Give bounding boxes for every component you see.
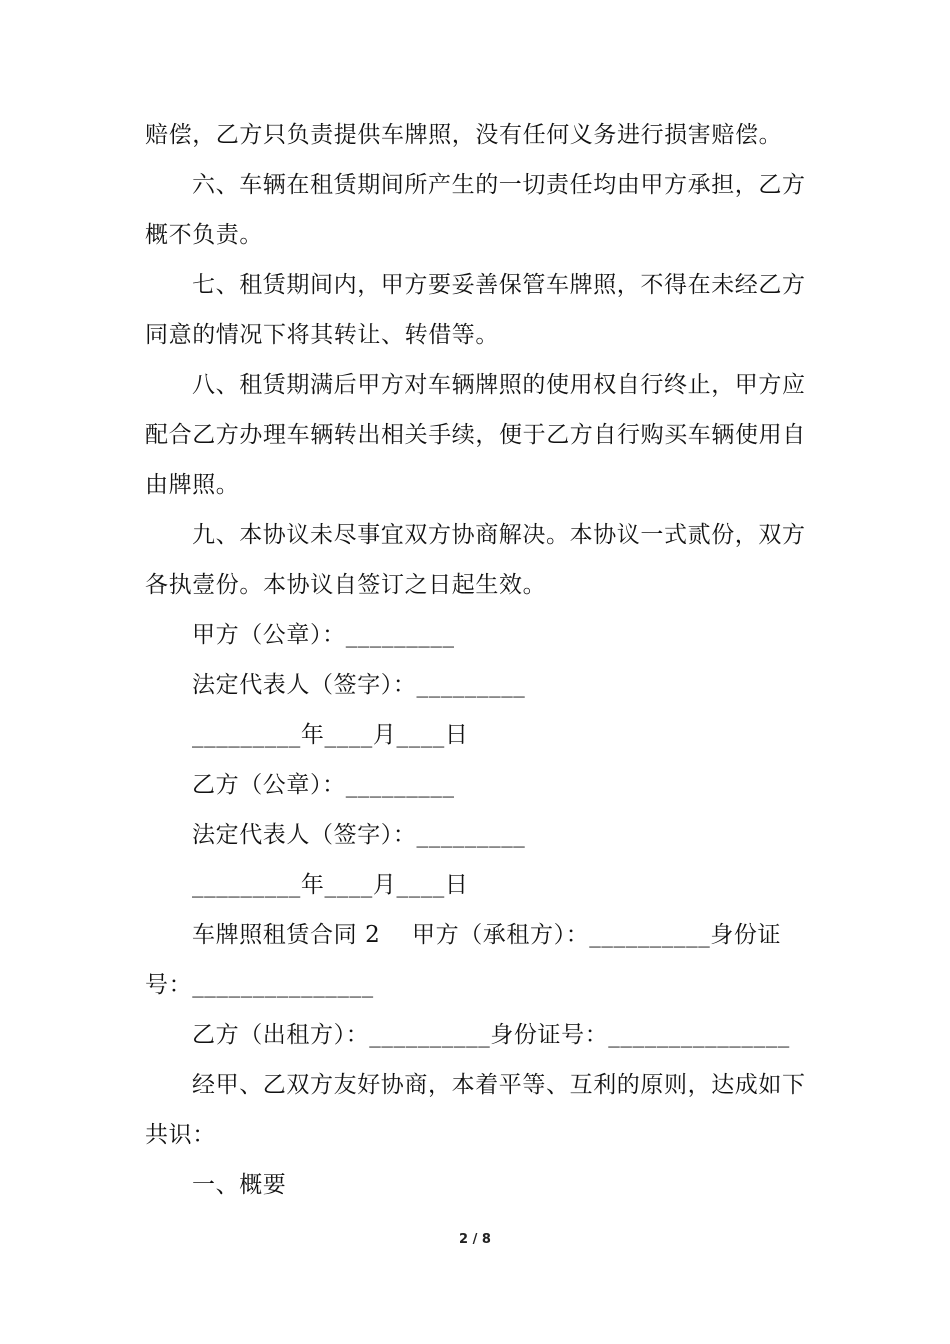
paragraph-line: 经甲、乙双方友好协商，本着平等、互利的原则，达成如下 — [192, 1072, 806, 1098]
party-b-seal-line: 乙方（公章）：_________ — [192, 772, 455, 798]
paragraph-line: 各执壹份。本协议自签订之日起生效。 — [145, 572, 547, 598]
party-a-date-line: _________年____月____日 — [192, 722, 469, 748]
paragraph-line: 八、租赁期满后甲方对车辆牌照的使用权自行终止，甲方应 — [192, 372, 806, 398]
page-number: 2 / 8 — [459, 1232, 491, 1247]
paragraph-line: 号：_______________ — [145, 972, 374, 998]
paragraph-line: 共识： — [145, 1122, 216, 1148]
paragraph-line: 由牌照。 — [145, 472, 240, 498]
paragraph-line: 配合乙方办理车辆转出相关手续，便于乙方自行购买车辆使用自 — [145, 422, 806, 448]
party-a-seal-line: 甲方（公章）：_________ — [192, 622, 455, 648]
party-b-representative-line: 法定代表人（签字）：_________ — [192, 822, 526, 848]
paragraph-line: 九、本协议未尽事宜双方协商解决。本协议一式贰份，双方 — [192, 522, 806, 548]
contract-title-line: 车牌照租赁合同 2 甲方（承租方）：__________身份证 — [192, 922, 782, 948]
party-b-date-line: _________年____月____日 — [192, 872, 469, 898]
party-a-representative-line: 法定代表人（签字）：_________ — [192, 672, 526, 698]
paragraph-line: 赔偿，乙方只负责提供车牌照，没有任何义务进行损害赔偿。 — [145, 122, 783, 148]
paragraph-line: 六、车辆在租赁期间所产生的一切责任均由甲方承担，乙方 — [192, 172, 806, 198]
paragraph-line: 七、租赁期间内，甲方要妥善保管车牌照，不得在未经乙方 — [192, 272, 806, 298]
lessor-line: 乙方（出租方）：__________身份证号：_______________ — [192, 1022, 790, 1048]
paragraph-line: 同意的情况下将其转让、转借等。 — [145, 322, 499, 348]
section-heading: 一、概要 — [192, 1172, 287, 1198]
paragraph-line: 概不负责。 — [145, 222, 263, 248]
